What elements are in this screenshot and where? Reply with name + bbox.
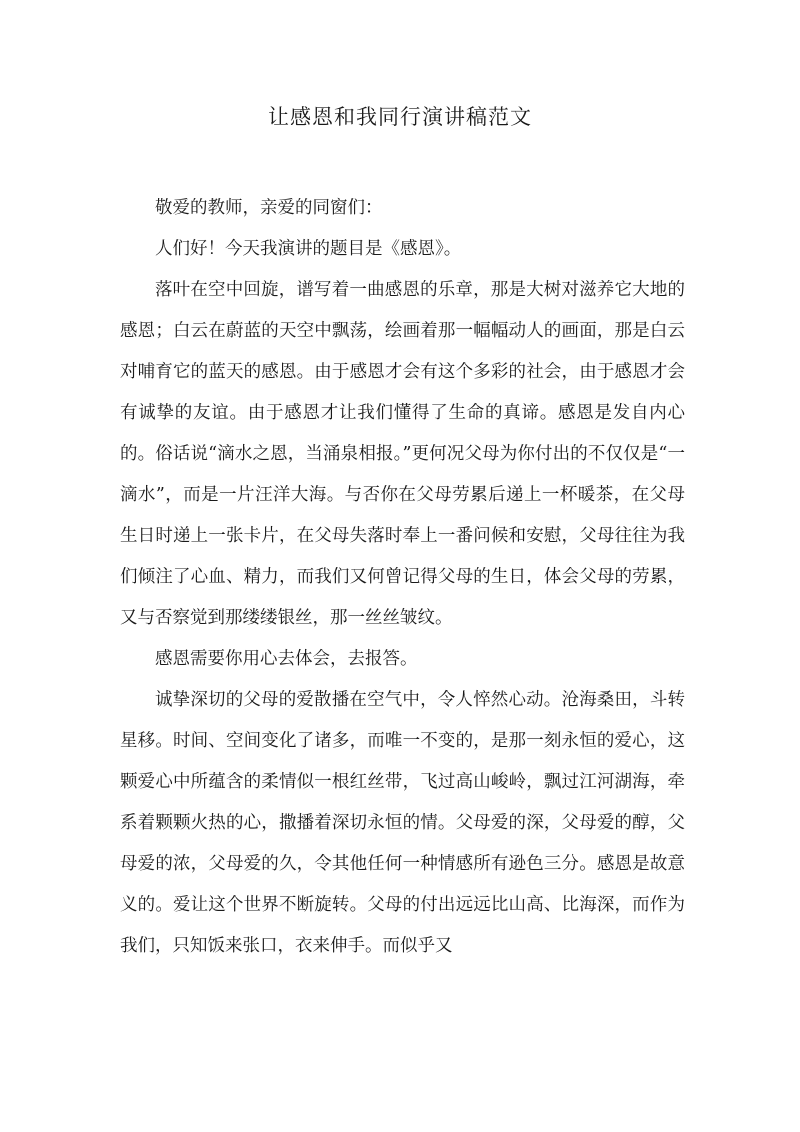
document-title: 让感恩和我同行演讲稿范文 <box>268 105 532 129</box>
document-body <box>120 188 685 967</box>
salutation-paragraph: 敬爱的教师，亲爱的同窗们： <box>155 198 383 218</box>
body-paragraph-1: 落叶在空中回旋，谱写着一曲感恩的乐章，那是大树对滋养它大地的感恩；白云在蔚蓝的天空中飘荡，绘画着那一幅幅动人的画面，那是白云对哺育它的蓝天的感恩。由于感恩才会有这个多彩的社会，由于感恩才会有诚挚的友谊。由于感恩才让我们懂得了生命的真谛。感恩是发自内心的。俗话说“滴水之恩，当涌泉相报。”更何况父母为你付出的不仅仅是“一滴水”，而是一片汪洋大海。与否你在父母劳累后递上一杯暖茶，在父母生日时递上一张卡片，在父母失落时奉上一番问候和安慰，父母往往为我们倾注了心血、精力，而我们又何曾记得父母的生日，体会父母的劳累，又与否察觉到那缕缕银丝，那一丝丝皱纹。 <box>120 280 685 628</box>
body-paragraph-2: 感恩需要你用心去体会，去报答。 <box>155 649 418 669</box>
greeting-paragraph: 人们好！今天我演讲的题目是《感恩》。 <box>155 239 462 259</box>
body-paragraph-3: 诚挚深切的父母的爱散播在空气中，令人悴然心动。沧海桑田，斗转星移。时间、空间变化了诸多，而唯一不变的，是那一刻永恒的爱心，这颗爱心中所蕴含的柔情似一根红丝带，飞过高山峻岭，飘过江河湖海，牵系着颗颗火热的心，撒播着深切永恒的情。父母爱的深，父母爱的醇，父母爱的浓，父母爱的久，令其他任何一种情感所有逊色三分。感恩是故意义的。爱让这个世界不断旋转。父母的付出远远比山高、比海深，而作为我们，只知饭来张口，衣来伸手。而似乎又 <box>120 690 685 956</box>
